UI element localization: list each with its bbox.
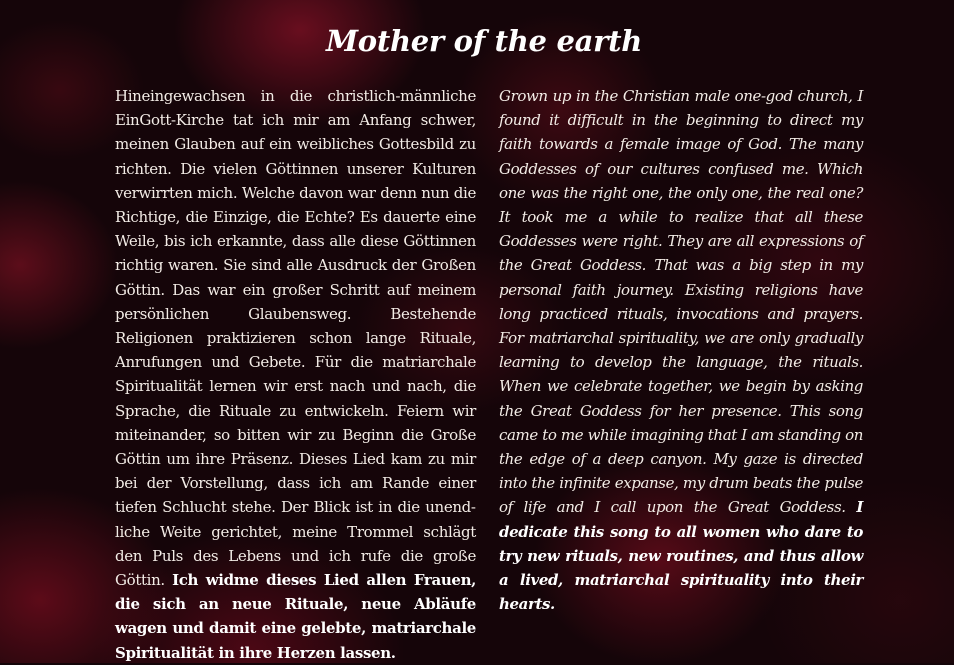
english-body-text: Grown up in the Christian male one-god church, I found it difficult in the beginning to direct my faith towards a female image of God. The many Goddesses of our cultures confused me. Which one was the right one, the only one, the real one? It took me a while to realize that all these Goddesses were right. They are all expressions of the Great Goddess. That was a big step in my personal faith journey. Existing religions have long practiced rituals, invocations and prayers. For matriarchal spirituality, we are only gradually learning to develop the language, the rituals. When we celebrate together, we begin by asking the Great Goddess for her presence. This song came to me while imagining that I am standing on the edge of a deep canyon. My gaze is directed into the infinite expanse, my drum beats the pulse of life and I call upon the Great Goddess. <box>499 87 863 517</box>
page-title: Mother of the earth <box>326 24 642 58</box>
german-dedication: Ich widme dieses Lied allen Frauen, die sich an neue Rituale, neue Abläufe wagen und damit eine gelebte, matriarchale Spiritualität in ihre Herzen lassen. <box>115 571 477 662</box>
german-body-text: Hineingewachsen in die christlich-männliche EinGott-Kirche tat ich mir am Anfang schwer, meinen Glauben auf ein weibliches Gottesbild zu richten. Die vielen Göttinnen unserer Kulturen verwirrten mich. Welche davon war denn nun die Richtige, die Einzige, die Echte? Es dauerte eine Weile, bis ich erkannte, dass alle diese Göttinnen richtig waren. Sie sind alle Ausdruck der Großen Göttin. Das war ein großer Schritt auf meinem persönlichen Glaubensweg. Bestehende Religionen praktizieren schon lange Rituale, Anrufungen und Gebete. Für die matriarchale Spiritualität lernen wir erst nach und nach, die Sprache, die Rituale zu entwickeln. Feiern wir miteinander, so bitten wir zu Beginn die Große Göttin um ihre Präsenz. Dieses Lied kam zu mir bei der Vorstellung, dass ich am Rande einer tiefen Schlucht stehe. Der Blick ist in die unendliche Weite gerichtet, meine Trommel schlägt den Puls des Lebens und ich rufe die große Göttin. <box>115 87 476 590</box>
english-text-column <box>499 84 863 616</box>
german-text-column <box>115 84 476 665</box>
english-dedication: I dedicate this song to all women who dare to try new rituals, new routines, and thus allow a lived, matriarchal spirituality into their hearts. <box>499 498 863 614</box>
